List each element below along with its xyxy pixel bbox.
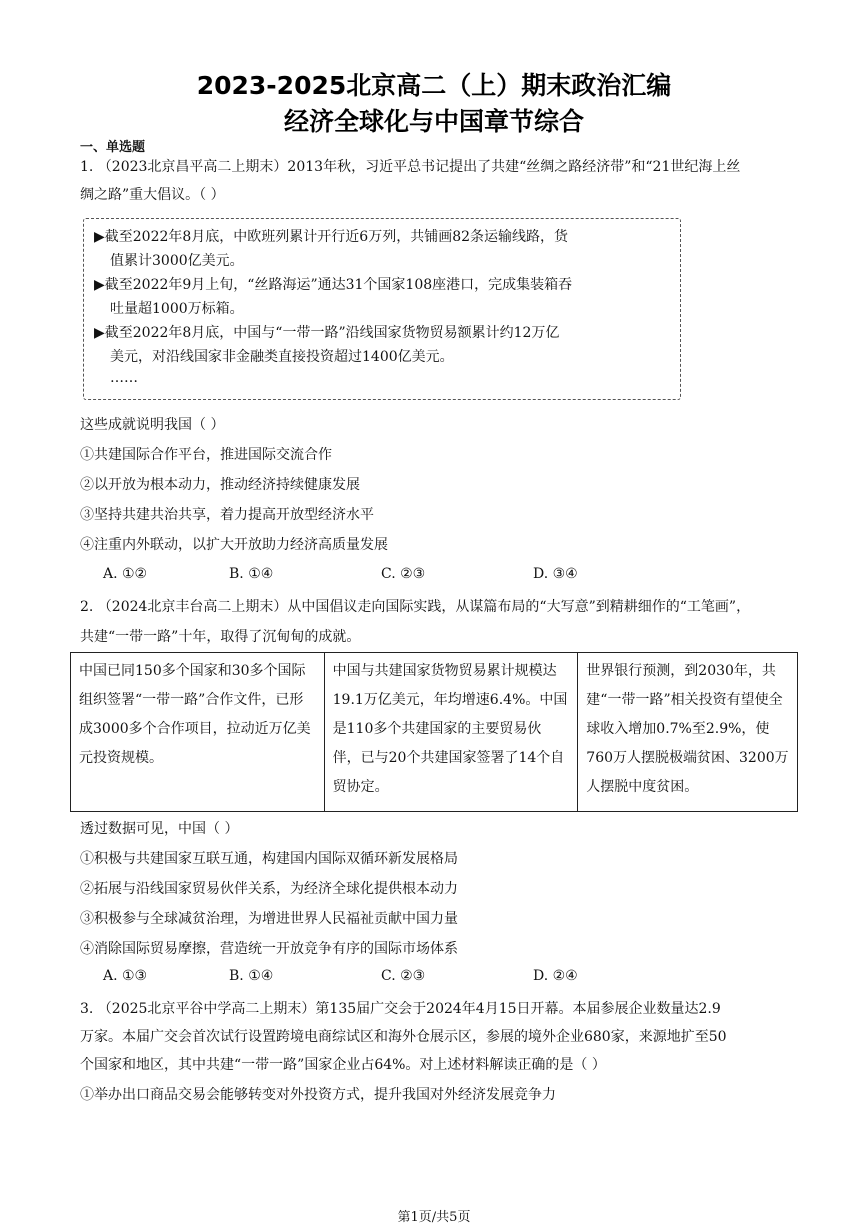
q1-option-a[interactable]: A. ①② [103,566,148,582]
q1-item-1: ①共建国际合作平台，推进国际交流合作 [80,447,332,463]
q1-option-d[interactable]: D. ③④ [533,566,578,582]
q1-option-b[interactable]: B. ①④ [229,566,274,582]
q2-option-d[interactable]: D. ②④ [533,968,578,984]
q1-item-3: ③坚持共建共治共享，着力提高开放型经济水平 [80,507,374,523]
q1-material-box [83,218,681,400]
q1-stem-line2: 绸之路”重大倡议。（ ） [80,187,225,203]
q1-ellipsis: …… [110,370,138,386]
q2-option-c[interactable]: C. ②③ [381,968,426,984]
q2-stem-line1: 2. （2024北京丰台高二上期末）从中国倡议走向国际实践，从谋篇布局的“大写意”到精耕细作的“工笔画”， [80,599,751,615]
q1-bullet-1a: ▶截至2022年8月底，中欧班列累计开行近6万列，共铺画82条运输线路，货 [94,229,569,245]
table-row [71,653,798,812]
q2-item-3: ③积极参与全球减贫治理，为增进世界人民福祉贡献中国力量 [80,911,458,927]
page-number: 第1页/共5页 [397,1210,471,1225]
q1-bullet-2a: ▶截至2022年9月上旬，“丝路海运”通达31个国家108座港口，完成集装箱吞 [94,277,573,293]
document-title: 2023-2025北京高二（上）期末政治汇编 [196,71,672,100]
q1-stem-line1: 1. （2023北京昌平高二上期末）2013年秋，习近平总书记提出了共建“丝绸之路经济带”和“21世纪海上丝 [80,159,741,175]
q2-stem-line2: 共建“一带一路”十年，取得了沉甸甸的成就。 [80,629,361,645]
q1-bullet-1b: 值累计3000亿美元。 [110,253,244,269]
q2-item-2: ②拓展与沿线国家贸易伙伴关系，为经济全球化提供根本动力 [80,881,458,897]
q2-option-a[interactable]: A. ①③ [103,968,148,984]
q1-bullet-3b: 美元，对沿线国家非金融类直接投资超过1400亿美元。 [110,349,454,365]
q2-item-4: ④消除国际贸易摩擦，营造统一开放竞争有序的国际市场体系 [80,941,458,957]
section-heading: 一、单选题 [80,140,146,155]
q3-stem-line2: 万家。本届广交会首次试行设置跨境电商综试区和海外仓展示区，参展的境外企业680家，来源地扩至50 [80,1029,727,1045]
q1-item-2: ②以开放为根本动力，推动经济持续健康发展 [80,477,360,493]
table-cell: 中国与共建国家货物贸易累计规模达19.1万亿美元，年均增速6.4%。中国是110多个共建国家的主要贸易伙伴，已与20个共建国家签署了14个自贸协定。 [324,653,578,812]
q2-data-table [70,652,798,812]
q1-option-c[interactable]: C. ②③ [381,566,426,582]
q3-stem-line1: 3. （2025北京平谷中学高二上期末）第135届广交会于2024年4月15日开幕。本届参展企业数量达2.9 [80,1001,721,1017]
table-cell: 世界银行预测，到2030年，共建“一带一路”相关投资有望使全球收入增加0.7%至2.9%，使760万人摆脱极端贫困、3200万人摆脱中度贫困。 [578,653,798,812]
q3-item-1: ①举办出口商品交易会能够转变对外投资方式，提升我国对外经济发展竞争力 [80,1087,556,1103]
q1-question: 这些成就说明我国（ ） [80,417,225,433]
document-subtitle: 经济全球化与中国章节综合 [283,107,584,136]
table-cell: 中国已同150多个国家和30多个国际组织签署“一带一路”合作文件，已形成3000多个合作项目，拉动近万亿美元投资规模。 [71,653,325,812]
q2-question: 透过数据可见，中国（ ） [80,821,239,837]
q3-stem-line3: 个国家和地区，其中共建“一带一路”国家企业占64%。对上述材料解读正确的是（ ） [80,1057,606,1073]
q1-bullet-3a: ▶截至2022年8月底，中国与“一带一路”沿线国家货物贸易额累计约12万亿 [94,325,560,341]
q1-bullet-2b: 吐量超1000万标箱。 [110,301,244,317]
q2-item-1: ①积极与共建国家互联互通，构建国内国际双循环新发展格局 [80,851,458,867]
q1-item-4: ④注重内外联动，以扩大开放助力经济高质量发展 [80,537,388,553]
q2-option-b[interactable]: B. ①④ [229,968,274,984]
